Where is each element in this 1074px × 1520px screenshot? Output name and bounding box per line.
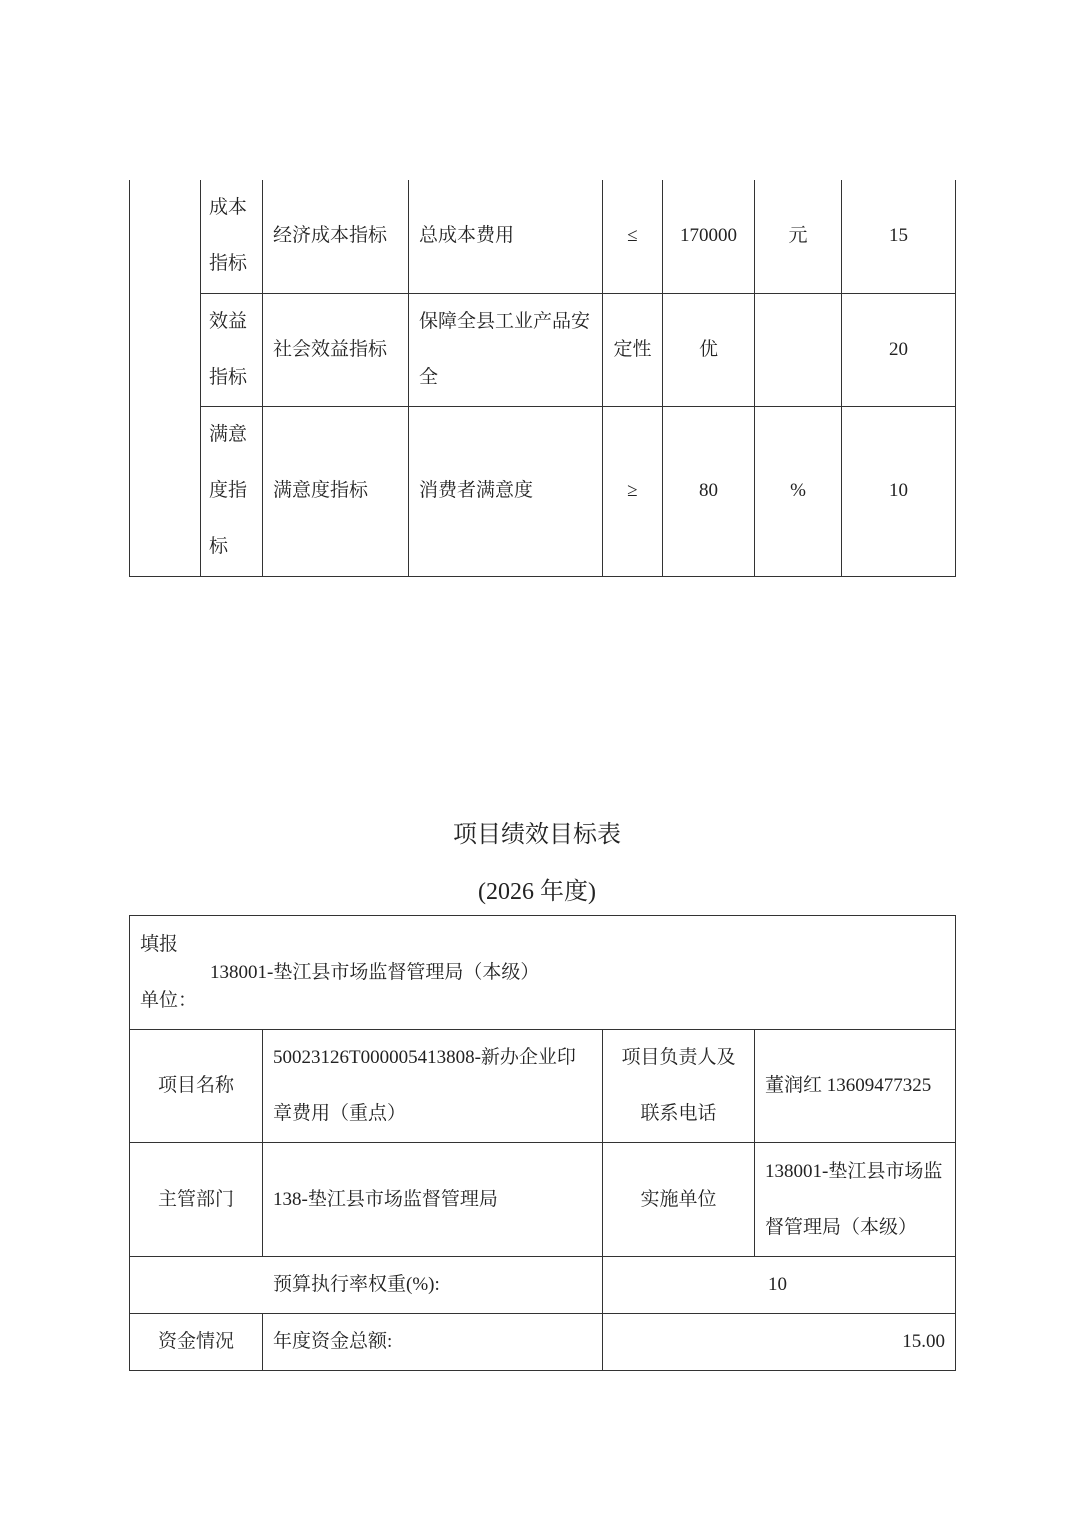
table-row <box>130 1143 956 1257</box>
annual-funds-value: 15.00 <box>603 1314 956 1371</box>
project-name-value: 50023126T000005413808-新办企业印章费用（重点） <box>263 1030 603 1143</box>
reporting-unit-value: 138001-垫江县市场监督管理局（本级） <box>210 961 540 983</box>
table-row <box>130 406 956 576</box>
subcategory-cell: 满意度指标 <box>263 406 409 576</box>
form-title: 项目绩效目标表 <box>453 822 621 848</box>
value-cell: 80 <box>663 406 755 576</box>
unit-cell <box>755 293 842 406</box>
table-row <box>130 1030 956 1143</box>
reporting-unit-label: 填报 <box>140 933 179 955</box>
category-cell: 效益指标 <box>201 293 263 406</box>
weight-cell: 15 <box>842 180 956 293</box>
department-label: 主管部门 <box>130 1143 263 1257</box>
operator-cell: ≤ <box>603 180 663 293</box>
reporting-unit-cell <box>130 916 956 1030</box>
category-cell: 成本指标 <box>201 180 263 293</box>
indicator-cell: 总成本费用 <box>409 180 603 293</box>
indicator-table <box>129 180 956 577</box>
table-row <box>130 293 956 406</box>
indicator-cell: 消费者满意度 <box>409 406 603 576</box>
table-row <box>130 1314 956 1371</box>
department-value: 138-垫江县市场监督管理局 <box>263 1143 603 1257</box>
table-row <box>130 916 956 1030</box>
contact-label: 项目负责人及联系电话 <box>603 1030 755 1143</box>
table-row <box>130 1257 956 1314</box>
value-cell: 170000 <box>663 180 755 293</box>
funds-label: 资金情况 <box>130 1314 263 1371</box>
budget-weight-label: 预算执行率权重(%): <box>130 1257 603 1314</box>
unit-cell: 元 <box>755 180 842 293</box>
category-cell: 满意度指标 <box>201 406 263 576</box>
subcategory-cell: 社会效益指标 <box>263 293 409 406</box>
operator-cell: 定性 <box>603 293 663 406</box>
unit-cell: % <box>755 406 842 576</box>
reporting-unit-label: 单位： <box>140 989 198 1011</box>
project-name-label: 项目名称 <box>130 1030 263 1143</box>
annual-funds-label: 年度资金总额: <box>263 1314 603 1371</box>
implementer-value: 138001-垫江县市场监督管理局（本级） <box>755 1143 956 1257</box>
contact-value: 董润红 13609477325 <box>755 1030 956 1143</box>
table-row <box>130 180 956 293</box>
indicator-cell: 保障全县工业产品安全 <box>409 293 603 406</box>
implementer-label: 实施单位 <box>603 1143 755 1257</box>
empty-cell <box>130 180 201 576</box>
budget-weight-value: 10 <box>603 1257 956 1314</box>
weight-cell: 10 <box>842 406 956 576</box>
form-subtitle: (2026 年度) <box>478 879 596 905</box>
project-form-table <box>129 915 956 1371</box>
weight-cell: 20 <box>842 293 956 406</box>
subcategory-cell: 经济成本指标 <box>263 180 409 293</box>
operator-cell: ≥ <box>603 406 663 576</box>
value-cell: 优 <box>663 293 755 406</box>
